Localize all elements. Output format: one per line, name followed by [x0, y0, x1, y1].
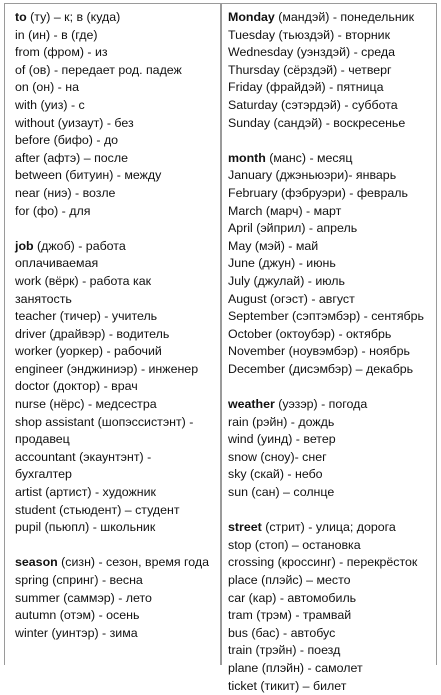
- vocab-heading-word: job: [15, 238, 34, 253]
- vocab-text: продавец: [15, 432, 70, 447]
- vocab-text: for (фо) - для: [15, 203, 91, 218]
- vocab-text: near (ниэ) - возле: [15, 185, 116, 200]
- vocab-entry: [15, 255, 215, 273]
- vocab-text: teacher (тичер) - учитель: [15, 309, 158, 324]
- vocab-entry: [15, 519, 215, 537]
- vocab-text: January (джэньюэри)- январь: [228, 168, 397, 183]
- vocab-text: shop assistant (шопэссистэнт) -: [15, 414, 194, 429]
- vocab-text: snow (сноу)- снег: [228, 449, 327, 464]
- vocab-text: October (октоубэр) - октябрь: [228, 326, 392, 341]
- vocab-text: in (ин) - в (где): [15, 27, 98, 42]
- vocab-heading-word: weather: [228, 397, 275, 412]
- vocab-text: (манс) - месяц: [265, 150, 353, 165]
- vocab-entry: [15, 291, 215, 309]
- vocab-entry: [15, 554, 215, 572]
- vocab-text: June (джун) - июнь: [228, 256, 336, 271]
- vocab-entry: [228, 466, 436, 484]
- vocab-entry: [15, 361, 215, 379]
- group-spacer: [15, 537, 215, 555]
- vocab-entry: [15, 484, 215, 502]
- vocab-text: from (фром) - из: [15, 45, 108, 60]
- vocab-text: spring (спринг) - весна: [15, 573, 143, 587]
- vocab-text: stop (стоп) – остановка: [228, 537, 361, 552]
- vocab-entry: [15, 590, 215, 608]
- vocab-text: winter (уинтэр) - зима: [15, 625, 138, 640]
- vocab-entry: [228, 607, 436, 625]
- vocab-text: бухгалтер: [15, 467, 72, 482]
- vocab-text: December (дисэмбэр) – декабрь: [228, 361, 414, 376]
- vocab-heading-word: month: [228, 150, 266, 165]
- vocab-heading-word: street: [228, 520, 262, 535]
- vocab-entry: [228, 449, 436, 467]
- group-spacer: [228, 378, 436, 396]
- vocab-text: Wednesday (уэнздэй) - среда: [228, 45, 395, 60]
- vocab-text: summer (саммэр) - лето: [15, 590, 152, 605]
- vocab-entry: [15, 44, 215, 62]
- vocab-text: car (кар) - автомобиль: [228, 590, 357, 605]
- vocab-entry: [228, 273, 436, 291]
- vocab-entry: [15, 79, 215, 97]
- vocab-text: (ту) – к; в (куда): [26, 10, 121, 24]
- vocab-entry: [15, 572, 215, 590]
- vocab-entry: [15, 343, 215, 361]
- vocab-heading-word: Monday: [228, 10, 275, 24]
- vocab-entry: [228, 537, 436, 555]
- vocab-entry: [228, 343, 436, 361]
- table-border-right: [436, 3, 437, 665]
- vocab-text: autumn (отэм) - осень: [15, 608, 140, 623]
- vocab-entry: [228, 660, 436, 678]
- vocab-entry: [15, 185, 215, 203]
- vocab-text: (сизн) - сезон, время года: [57, 555, 210, 570]
- vocab-text: wind (уинд) - ветер: [228, 432, 336, 447]
- vocab-heading-word: season: [15, 555, 58, 570]
- right-column: [228, 9, 436, 695]
- vocab-text: doctor (доктор) - врач: [15, 379, 138, 394]
- vocab-entry: [15, 625, 215, 643]
- vocab-text: with (уиз) - с: [15, 97, 85, 112]
- vocab-entry: [15, 167, 215, 185]
- vocab-text: bus (бас) - автобус: [228, 625, 336, 640]
- vocab-text: Saturday (сэтэрдэй) - суббота: [228, 97, 398, 112]
- vocab-entry: [228, 590, 436, 608]
- vocab-text: оплачиваемая: [15, 256, 99, 271]
- vocab-entry: [228, 62, 436, 80]
- vocab-entry: [228, 185, 436, 203]
- vocab-entry: [228, 554, 436, 572]
- vocab-text: July (джулай) - июль: [228, 273, 345, 288]
- vocab-entry: [15, 97, 215, 115]
- vocab-entry: [15, 203, 215, 221]
- vocab-entry: [228, 396, 436, 414]
- vocab-entry: [228, 115, 436, 133]
- vocab-text: May (мэй) - май: [228, 238, 319, 253]
- group-spacer: [228, 132, 436, 150]
- vocab-text: sun (сан) – солнце: [228, 485, 335, 500]
- vocab-entry: [15, 378, 215, 396]
- vocab-text: (уэзэр) - погода: [274, 397, 368, 412]
- vocab-entry: [228, 150, 436, 168]
- vocab-text: student (стьюдент) – студент: [15, 502, 180, 517]
- group-spacer: [228, 502, 436, 520]
- vocab-text: September (сэптэмбэр) - сентябрь: [228, 309, 424, 324]
- vocab-text: accountant (экаунтэнт) -: [15, 449, 152, 464]
- vocab-entry: [228, 97, 436, 115]
- vocab-entry: [15, 150, 215, 168]
- vocab-text: place (плэйс) – место: [228, 573, 351, 587]
- vocab-text: between (битуин) - между: [15, 168, 162, 183]
- vocab-entry: [228, 519, 436, 537]
- vocab-text: pupil (пьюпл) - школьник: [15, 520, 156, 535]
- vocab-entry: [228, 308, 436, 326]
- vocab-entry: [15, 238, 215, 256]
- vocab-entry: [228, 678, 436, 695]
- vocab-text: занятость: [15, 291, 72, 306]
- vocab-entry: [228, 572, 436, 590]
- vocab-text: after (афтэ) – после: [15, 150, 128, 165]
- vocab-text: on (он) - на: [15, 80, 79, 95]
- column-divider: [220, 3, 222, 665]
- vocab-entry: [15, 308, 215, 326]
- vocab-entry: [15, 431, 215, 449]
- vocab-entry: [15, 466, 215, 484]
- vocab-entry: [15, 9, 215, 27]
- vocab-text: (мандэй) - понедельник: [274, 10, 415, 24]
- vocab-text: (джоб) - работа: [33, 238, 126, 253]
- vocab-text: worker (уоркер) - рабочий: [15, 344, 162, 359]
- vocab-text: plane (плэйн) - самолет: [228, 660, 363, 675]
- vocab-text: without (уизаут) - без: [15, 115, 134, 130]
- vocab-entry: [15, 449, 215, 467]
- left-column: [15, 9, 215, 642]
- vocab-text: artist (артист) - художник: [15, 485, 156, 500]
- vocab-entry: [228, 642, 436, 660]
- vocab-text: Thursday (сёрздэй) - четверг: [228, 62, 392, 77]
- vocab-text: rain (рэйн) - дождь: [228, 414, 335, 429]
- vocab-entry: [15, 414, 215, 432]
- vocab-text: tram (трэм) - трамвай: [228, 608, 352, 623]
- vocab-entry: [228, 44, 436, 62]
- vocab-entry: [228, 9, 436, 27]
- vocab-text: February (фэбруэри) - февраль: [228, 185, 408, 200]
- vocab-entry: [15, 396, 215, 414]
- vocab-entry: [228, 291, 436, 309]
- vocab-entry: [15, 27, 215, 45]
- vocab-text: ticket (тикит) – билет: [228, 678, 347, 693]
- vocab-entry: [228, 238, 436, 256]
- vocab-text: April (эйприл) - апрель: [228, 221, 358, 236]
- table-border-left: [4, 3, 5, 665]
- vocab-text: train (трэйн) - поезд: [228, 643, 341, 658]
- vocab-entry: [228, 27, 436, 45]
- vocab-entry: [15, 132, 215, 150]
- vocab-text: sky (скай) - небо: [228, 467, 323, 482]
- vocab-text: of (ов) - передает род. падеж: [15, 62, 182, 77]
- vocab-text: crossing (кроссинг) - перекрёсток: [228, 555, 418, 570]
- vocab-entry: [15, 502, 215, 520]
- vocab-text: engineer (энджиниэр) - инженер: [15, 361, 199, 376]
- vocab-entry: [228, 79, 436, 97]
- vocab-entry: [228, 167, 436, 185]
- vocab-text: before (бифо) - до: [15, 133, 119, 148]
- vocab-entry: [228, 255, 436, 273]
- vocab-entry: [15, 326, 215, 344]
- vocab-entry: [15, 273, 215, 291]
- vocab-text: nurse (нёрс) - медсестра: [15, 397, 157, 412]
- vocab-entry: [228, 361, 436, 379]
- vocab-entry: [228, 220, 436, 238]
- vocab-entry: [228, 431, 436, 449]
- vocab-entry: [15, 115, 215, 133]
- vocab-entry: [15, 62, 215, 80]
- group-spacer: [15, 220, 215, 238]
- vocab-text: (стрит) - улица; дорога: [261, 520, 396, 535]
- vocab-heading-word: to: [15, 10, 27, 24]
- vocab-entry: [228, 625, 436, 643]
- vocab-entry: [228, 203, 436, 221]
- vocab-text: August (огэст) - август: [228, 291, 355, 306]
- vocab-text: driver (драйвэр) - водитель: [15, 326, 170, 341]
- vocab-text: March (марч) - март: [228, 203, 342, 218]
- vocab-entry: [228, 326, 436, 344]
- vocab-text: Tuesday (тьюздэй) - вторник: [228, 27, 391, 42]
- vocab-text: Sunday (сандэй) - воскресенье: [228, 115, 406, 130]
- vocab-entry: [228, 484, 436, 502]
- vocab-text: work (вёрк) - работа как: [15, 273, 152, 288]
- vocab-entry: [15, 607, 215, 625]
- vocab-text: Friday (фрайдэй) - пятница: [228, 80, 384, 95]
- vocab-entry: [228, 414, 436, 432]
- vocab-text: November (ноувэмбэр) - ноябрь: [228, 344, 410, 359]
